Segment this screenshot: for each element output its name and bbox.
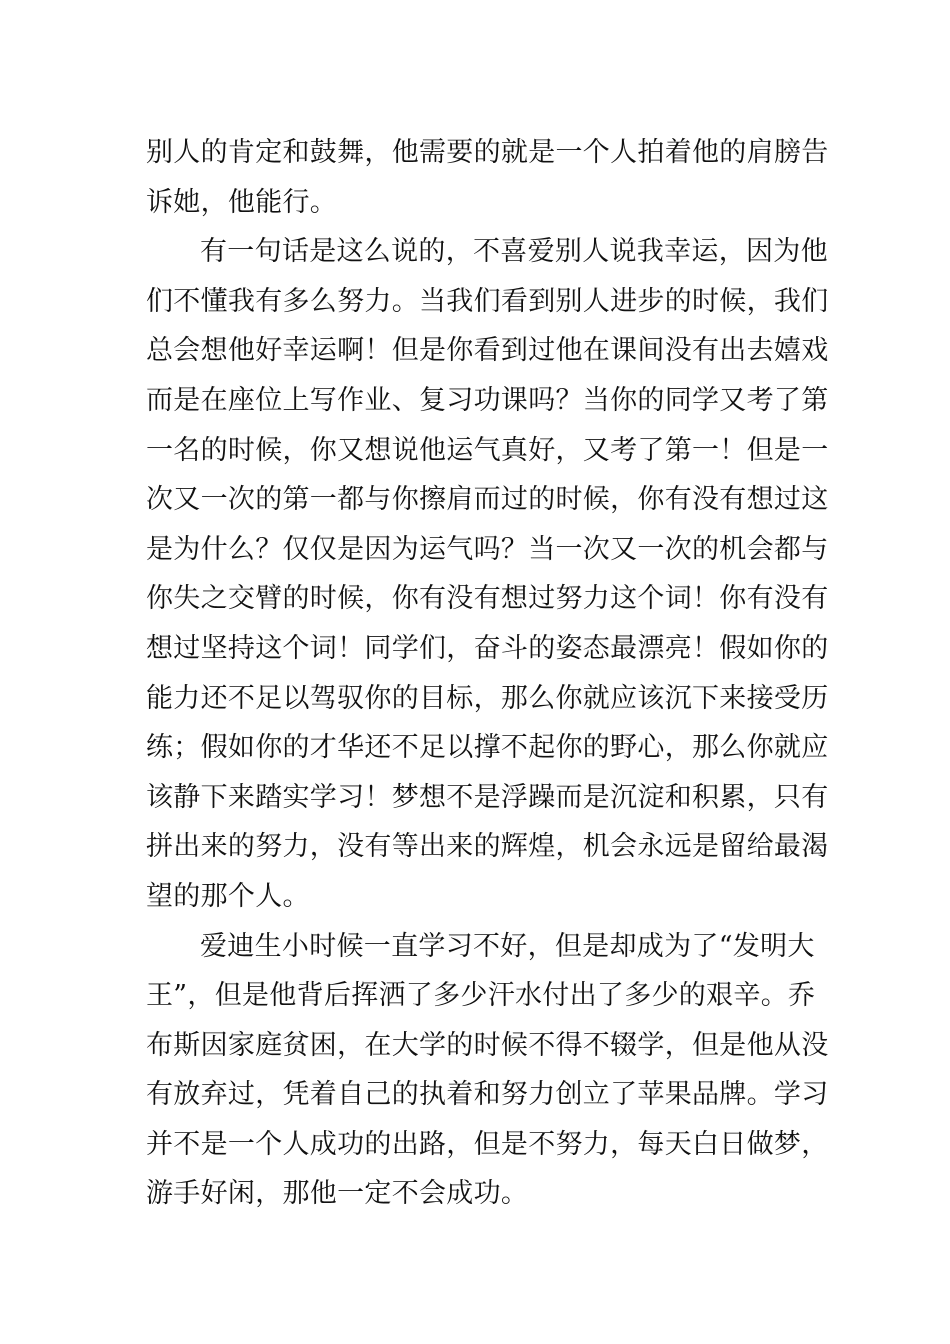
paragraph-1 bbox=[146, 128, 829, 227]
text-line: 拼出来的努力，没有等出来的辉煌，机会永远是留给最渴 bbox=[146, 831, 829, 863]
text-line: 想过坚持这个词！同学们，奋斗的姿态最漂亮！假如你的 bbox=[146, 632, 829, 664]
text-line: 能力还不足以驾驭你的目标，那么你就应该沉下来接受历 bbox=[146, 682, 829, 714]
text-line: 是为什么？仅仅是因为运气吗？当一次又一次的机会都与 bbox=[146, 533, 829, 565]
text-line: 总会想他好幸运啊！但是你看到过他在课间没有出去嬉戏 bbox=[146, 335, 829, 367]
text-line: 该静下来踏实学习！梦想不是浮躁而是沉淀和积累，只有 bbox=[146, 781, 829, 813]
text-line: 别人的肯定和鼓舞，他需要的就是一个人拍着他的肩膀告 bbox=[146, 137, 829, 168]
text-line: 王”，但是他背后挥洒了多少汗水付出了多少的艰辛。乔 bbox=[146, 980, 816, 1012]
text-line: 而是在座位上写作业、复习功课吗？当你的同学又考了第 bbox=[146, 384, 829, 416]
paragraph-3 bbox=[146, 922, 829, 1220]
text-line: 游手好闲，那他一定不会成功。 bbox=[146, 1178, 529, 1210]
text-line: 布斯因家庭贫困，在大学的时候不得不辍学，但是他从没 bbox=[146, 1029, 829, 1061]
text-line: 你失之交臂的时候，你有没有想过努力这个词！你有没有 bbox=[146, 583, 829, 615]
text-line: 望的那个人。 bbox=[146, 880, 310, 912]
paragraph-2 bbox=[146, 227, 829, 921]
text-line: 次又一次的第一都与你擦肩而过的时候，你有没有想过这 bbox=[146, 484, 829, 516]
text-line: 并不是一个人成功的出路，但是不努力，每天白日做梦， bbox=[146, 1128, 829, 1160]
text-line: 练；假如你的才华还不足以撑不起你的野心，那么你就应 bbox=[146, 732, 829, 764]
text-line: 爱迪生小时候一直学习不好，但是却成为了“发明大 bbox=[200, 930, 815, 962]
text-line: 有放弃过，凭着自己的执着和努力创立了苹果品牌。学习 bbox=[146, 1079, 829, 1111]
text-line: 诉她，他能行。 bbox=[146, 186, 338, 218]
text-line: 们不懂我有多么努力。当我们看到别人进步的时候，我们 bbox=[146, 285, 829, 317]
text-line: 一名的时候，你又想说他运气真好，又考了第一！但是一 bbox=[146, 434, 829, 466]
document-body bbox=[146, 128, 829, 1219]
text-line: 有一句话是这么说的，不喜爱别人说我幸运，因为他 bbox=[200, 236, 828, 268]
